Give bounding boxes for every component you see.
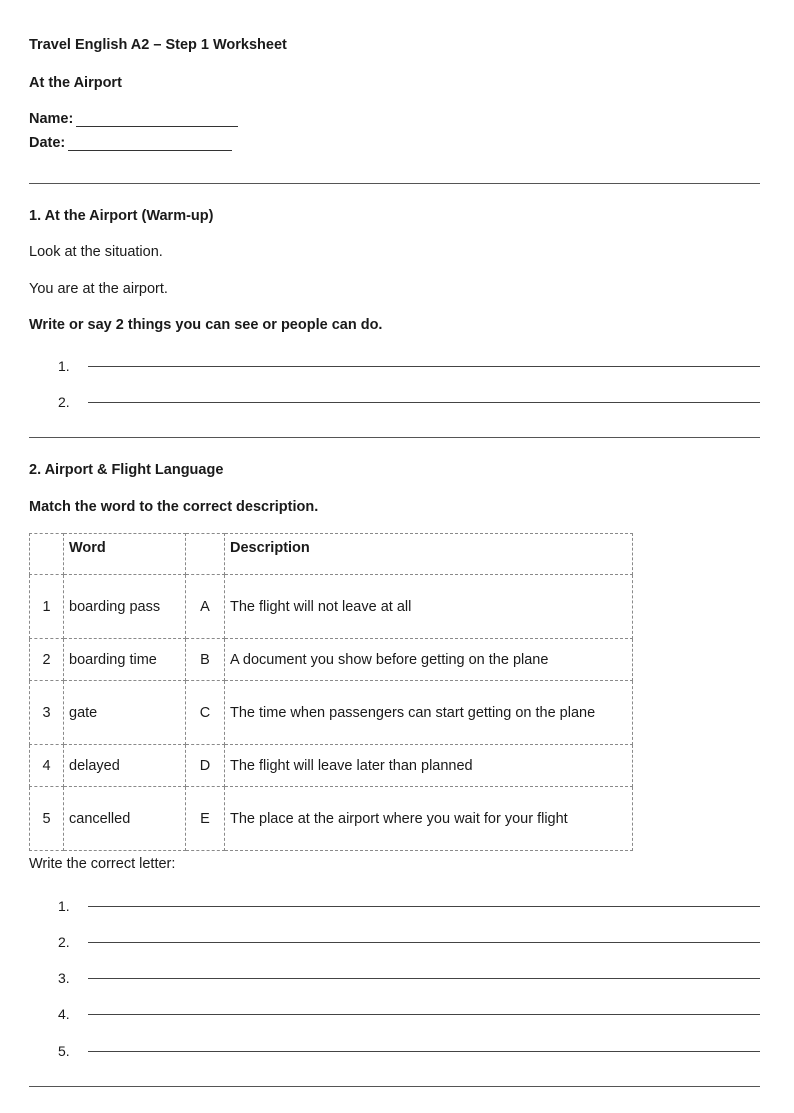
answer-line [58, 898, 760, 914]
table-row [30, 575, 633, 639]
worksheet-title: Travel English A2 – Step 1 Worksheet [29, 37, 287, 53]
answer-line [58, 358, 760, 374]
answer-number: 1. [58, 358, 70, 374]
row-number: 3 [30, 681, 64, 745]
name-blank-line [76, 112, 238, 127]
divider [29, 437, 760, 438]
table-row [30, 745, 633, 787]
date-blank-line [68, 136, 232, 151]
table-row [30, 681, 633, 745]
header-letter-cell [186, 534, 225, 575]
header-word: Word [64, 534, 186, 575]
answer-line [58, 934, 760, 950]
section2-heading: 2. Airport & Flight Language [29, 462, 224, 478]
answer-rule [88, 906, 760, 907]
answer-number: 4. [58, 1006, 70, 1022]
answer-number: 1. [58, 898, 70, 914]
row-description: The flight will not leave at all [225, 575, 633, 639]
row-description: The flight will leave later than planned [225, 745, 633, 787]
row-number: 2 [30, 639, 64, 681]
divider [29, 1086, 760, 1087]
section1-text-2: You are at the airport. [29, 281, 168, 297]
row-letter: D [186, 745, 225, 787]
answer-rule [88, 1051, 760, 1052]
answer-line [58, 1043, 760, 1059]
answer-number: 5. [58, 1043, 70, 1059]
table-header-row [30, 534, 633, 575]
row-letter: B [186, 639, 225, 681]
answer-rule [88, 402, 760, 403]
answer-line [58, 1006, 760, 1022]
row-number: 4 [30, 745, 64, 787]
answer-number: 3. [58, 970, 70, 986]
answer-number: 2. [58, 394, 70, 410]
row-description: A document you show before getting on the plane [225, 639, 633, 681]
answer-rule [88, 942, 760, 943]
row-letter: C [186, 681, 225, 745]
header-description: Description [225, 534, 633, 575]
row-letter: E [186, 787, 225, 851]
date-label: Date: [29, 135, 66, 151]
answer-line [58, 970, 760, 986]
row-word: boarding pass [64, 575, 186, 639]
answer-number: 2. [58, 934, 70, 950]
date-field [29, 135, 232, 151]
name-field [29, 111, 238, 127]
row-word: boarding time [64, 639, 186, 681]
row-number: 5 [30, 787, 64, 851]
section1-heading: 1. At the Airport (Warm-up) [29, 208, 214, 224]
row-word: delayed [64, 745, 186, 787]
header-number-cell [30, 534, 64, 575]
table-row [30, 639, 633, 681]
worksheet-subtitle: At the Airport [29, 75, 122, 91]
section1-instruction: Write or say 2 things you can see or people can do. [29, 317, 383, 333]
row-word: gate [64, 681, 186, 745]
row-description: The place at the airport where you wait for your flight [225, 787, 633, 851]
row-letter: A [186, 575, 225, 639]
table-row [30, 787, 633, 851]
row-description: The time when passengers can start getting on the plane [225, 681, 633, 745]
name-label: Name: [29, 111, 74, 127]
matching-table [29, 533, 633, 851]
answer-rule [88, 366, 760, 367]
answer-line [58, 394, 760, 410]
row-number: 1 [30, 575, 64, 639]
divider [29, 183, 760, 184]
answer-rule [88, 978, 760, 979]
answer-rule [88, 1014, 760, 1015]
section2-instruction: Match the word to the correct description. [29, 499, 319, 515]
write-letter-label: Write the correct letter: [29, 856, 176, 872]
row-word: cancelled [64, 787, 186, 851]
section1-text-1: Look at the situation. [29, 244, 163, 260]
